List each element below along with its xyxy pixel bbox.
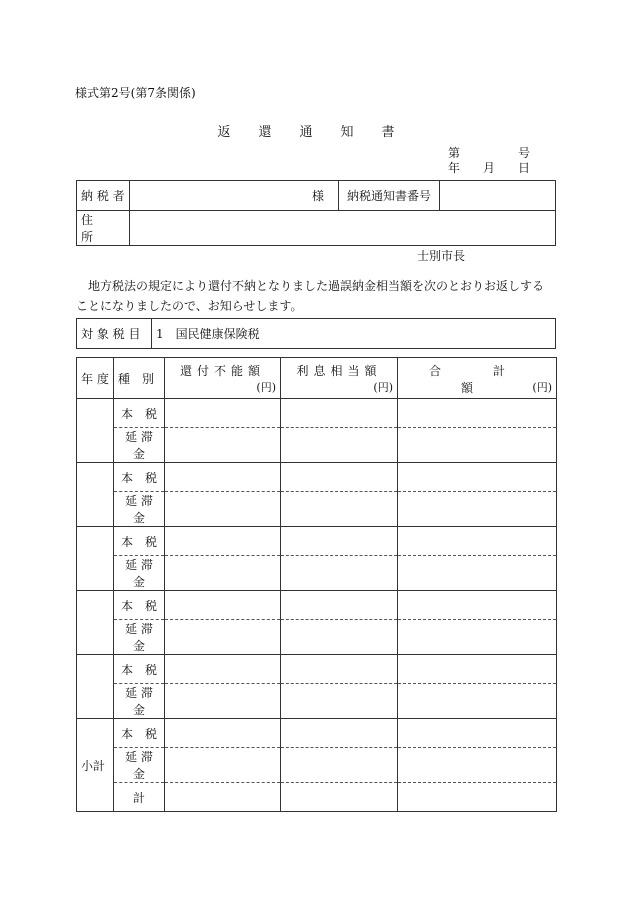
interest-cell[interactable] [281, 492, 398, 527]
category-main-tax: 本 税 [114, 591, 165, 620]
subtotal-row [77, 719, 557, 748]
total-cell[interactable] [398, 684, 557, 719]
mayor-signature: 士別市長 [417, 249, 466, 263]
interest-cell[interactable] [281, 527, 398, 556]
refund-cell[interactable] [165, 527, 281, 556]
year-cell[interactable] [77, 399, 114, 463]
unit-label: (円) [256, 381, 276, 394]
table-row [77, 527, 557, 556]
year-cell[interactable] [77, 463, 114, 527]
table-row [77, 399, 557, 428]
table-row [77, 591, 557, 620]
table-row [77, 620, 557, 655]
taxpayer-info-table [76, 180, 556, 246]
taxpayer-label: 納 税 者 [77, 181, 130, 211]
total-cell[interactable] [398, 748, 557, 783]
year-cell[interactable] [77, 527, 114, 591]
refund-cell[interactable] [165, 655, 281, 684]
refund-cell[interactable] [165, 748, 281, 783]
year-label: 年 [448, 161, 461, 175]
unit-label: (円) [373, 381, 393, 394]
total-cell[interactable] [398, 399, 557, 428]
day-label: 日 [518, 161, 531, 175]
header-year: 年 度 [77, 358, 114, 399]
address-field[interactable] [130, 211, 556, 246]
refund-cell[interactable] [165, 428, 281, 463]
refund-cell[interactable] [165, 684, 281, 719]
interest-cell[interactable] [281, 463, 398, 492]
subject-tax-table [76, 318, 556, 349]
total-cell[interactable] [398, 655, 557, 684]
header-row [77, 358, 557, 399]
header-interest [281, 358, 398, 399]
interest-cell[interactable] [281, 684, 398, 719]
number-suffix: 号 [518, 146, 531, 160]
total-cell[interactable] [398, 527, 557, 556]
category-late-fee: 延 滞 金 [114, 684, 165, 719]
category-total: 計 [114, 783, 165, 812]
subtotal-label: 小計 [77, 719, 114, 812]
refund-cell[interactable] [165, 620, 281, 655]
table-row [77, 684, 557, 719]
header-refund [165, 358, 281, 399]
total-cell[interactable] [398, 591, 557, 620]
interest-cell[interactable] [281, 428, 398, 463]
table-row [77, 428, 557, 463]
category-main-tax: 本 税 [114, 463, 165, 492]
number-prefix: 第 [448, 146, 461, 160]
subtotal-row [77, 748, 557, 783]
interest-cell[interactable] [281, 655, 398, 684]
refund-table [76, 357, 557, 812]
total-cell[interactable] [398, 719, 557, 748]
table-row [77, 492, 557, 527]
category-main-tax: 本 税 [114, 527, 165, 556]
address-label: 住 所 [77, 211, 130, 246]
notice-number-field[interactable] [440, 181, 556, 211]
category-late-fee: 延 滞 金 [114, 748, 165, 783]
subject-label: 対 象 税 目 [77, 319, 152, 349]
refund-cell[interactable] [165, 783, 281, 812]
total-cell[interactable] [398, 463, 557, 492]
total-cell[interactable] [398, 492, 557, 527]
category-main-tax: 本 税 [114, 655, 165, 684]
interest-cell[interactable] [281, 399, 398, 428]
refund-cell[interactable] [165, 399, 281, 428]
table-row [77, 655, 557, 684]
unit-label: (円) [532, 381, 552, 394]
refund-cell[interactable] [165, 463, 281, 492]
refund-cell[interactable] [165, 719, 281, 748]
document-title: 返還通知書 [217, 125, 423, 140]
category-late-fee: 延 滞 金 [114, 428, 165, 463]
honorific: 様 [311, 189, 324, 203]
table-row [77, 556, 557, 591]
interest-cell[interactable] [281, 556, 398, 591]
interest-cell[interactable] [281, 748, 398, 783]
notice-number-label: 納税通知書番号 [339, 181, 440, 211]
body-line-1: 地方税法の規定により還付不納となりました過誤納金相当額を次のとおりお返しする [88, 279, 545, 293]
taxpayer-name-field[interactable] [130, 181, 339, 211]
category-main-tax: 本 税 [114, 719, 165, 748]
year-cell[interactable] [77, 655, 114, 719]
month-label: 月 [483, 161, 496, 175]
interest-cell[interactable] [281, 591, 398, 620]
category-late-fee: 延 滞 金 [114, 620, 165, 655]
category-late-fee: 延 滞 金 [114, 492, 165, 527]
body-line-2: ことになりましたので、お知らせします。 [76, 299, 303, 313]
header-total-label: 合 計 額 [428, 364, 558, 395]
category-late-fee: 延 滞 金 [114, 556, 165, 591]
refund-cell[interactable] [165, 556, 281, 591]
header-refund-label: 還付不能額 [179, 364, 265, 378]
category-main-tax: 本 税 [114, 399, 165, 428]
notice-body [76, 276, 556, 316]
total-cell[interactable] [398, 556, 557, 591]
interest-cell[interactable] [281, 719, 398, 748]
total-cell[interactable] [398, 783, 557, 812]
total-cell[interactable] [398, 428, 557, 463]
subject-value: 1 国民健康保険税 [152, 319, 556, 349]
refund-cell[interactable] [165, 591, 281, 620]
table-row [77, 463, 557, 492]
refund-cell[interactable] [165, 492, 281, 527]
header-total [398, 358, 557, 399]
total-cell[interactable] [398, 620, 557, 655]
interest-cell[interactable] [281, 783, 398, 812]
header-interest-label: 利息相当額 [296, 364, 382, 378]
total-row [77, 783, 557, 812]
interest-cell[interactable] [281, 620, 398, 655]
header-type: 種 別 [114, 358, 165, 399]
document-number-block [448, 146, 530, 176]
year-cell[interactable] [77, 591, 114, 655]
form-label: 様式第2号(第7条関係) [75, 86, 196, 100]
